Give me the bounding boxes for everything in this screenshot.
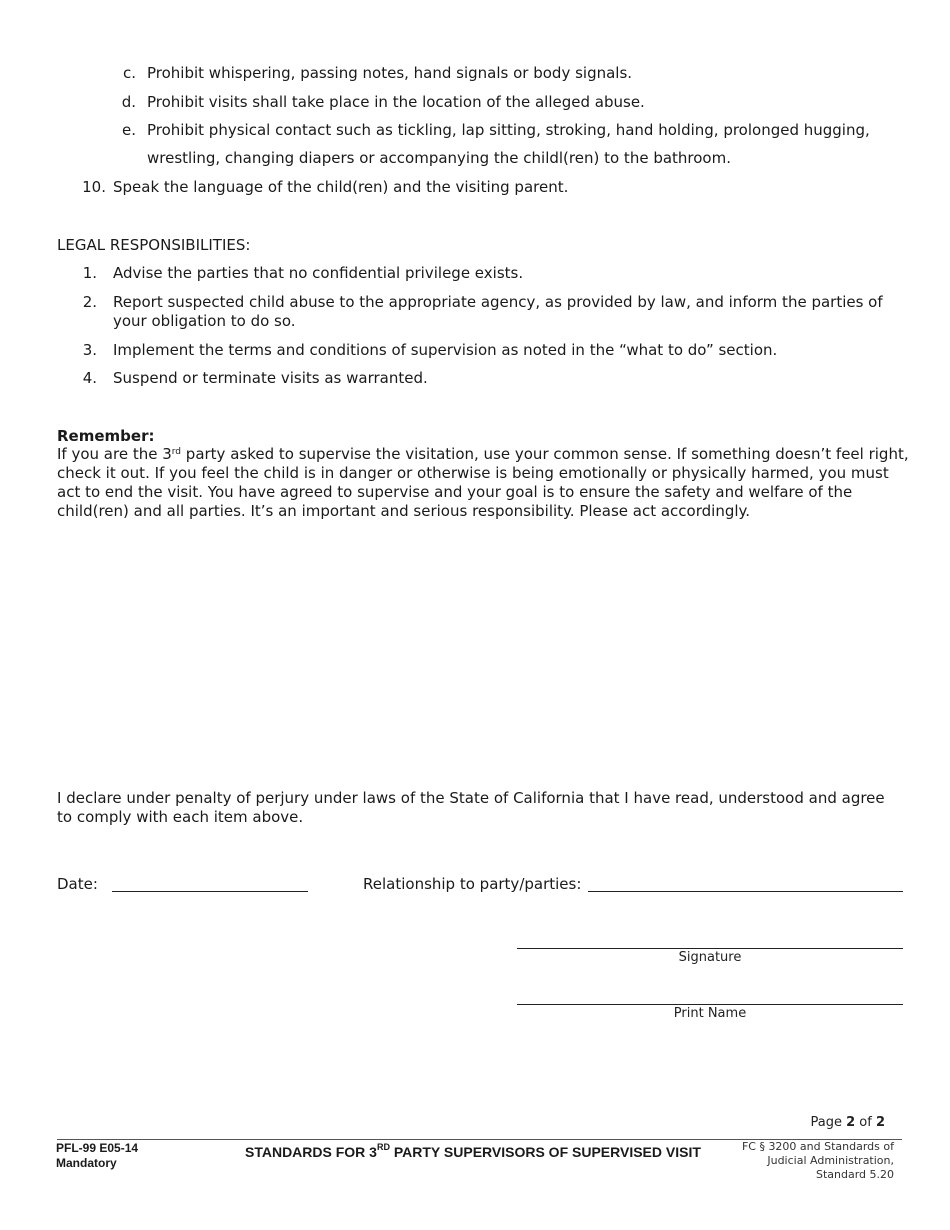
remember-text: party asked to supervise the visitation, use your common sense. If something doesn’t feel right, <box>181 445 909 463</box>
list-text: Report suspected child abuse to the appropriate agency, as provided by law, and inform the parties of <box>113 293 883 311</box>
form-status: Mandatory <box>56 1156 117 1170</box>
section-heading: LEGAL RESPONSIBILITIES: <box>57 236 251 254</box>
list-marker: 4. <box>82 369 97 387</box>
declaration-line: to comply with each item above. <box>57 808 304 826</box>
footer-title <box>245 1144 701 1160</box>
list-text: Prohibit physical contact such as tickling, lap sitting, stroking, hand holding, prolonged hugging, <box>147 121 870 139</box>
list-text: your obligation to do so. <box>113 312 296 330</box>
remember-line: check it out. If you feel the child is in danger or otherwise is being emotionally or physically harmed, you must <box>57 464 889 482</box>
list-text: Suspend or terminate visits as warranted. <box>113 369 428 387</box>
signature-label: Signature <box>678 950 742 965</box>
page-prefix: Page <box>810 1115 847 1130</box>
superscript: RD <box>376 1142 390 1152</box>
list-marker: e. <box>122 121 136 139</box>
page-current: 2 <box>846 1115 856 1130</box>
list-marker: 3. <box>82 341 97 359</box>
remember-line: act to end the visit. You have agreed to supervise and your goal is to ensure the safety and welfare of the <box>57 483 853 501</box>
list-marker: 2. <box>82 293 97 311</box>
date-field[interactable] <box>112 891 308 892</box>
footer-reference-line: Standard 5.20 <box>815 1168 894 1181</box>
page-of: of <box>855 1115 876 1130</box>
remember-heading: Remember: <box>57 427 155 445</box>
remember-text: If you are the 3 <box>57 445 172 463</box>
footer-title-text: PARTY SUPERVISORS OF SUPERVISED VISIT <box>389 1144 701 1160</box>
page-number <box>780 1115 885 1130</box>
declaration-line: I declare under penalty of perjury under laws of the State of California that I have read, understood and agree <box>57 789 885 807</box>
date-label: Date: <box>57 875 98 893</box>
list-text: wrestling, changing diapers or accompanying the childl(ren) to the bathroom. <box>147 149 731 167</box>
list-marker: d. <box>121 93 136 111</box>
relationship-field[interactable] <box>588 891 903 892</box>
list-text: Prohibit whispering, passing notes, hand signals or body signals. <box>147 64 633 82</box>
remember-line: child(ren) and all parties. It’s an important and serious responsibility. Please act accordingly. <box>57 502 751 520</box>
list-marker: c. <box>122 64 136 82</box>
list-text: Prohibit visits shall take place in the location of the alleged abuse. <box>147 93 645 111</box>
footer-reference-line: Judicial Administration, <box>767 1154 894 1167</box>
list-text: Advise the parties that no confidential privilege exists. <box>113 264 524 282</box>
relationship-label: Relationship to party/parties: <box>363 875 582 893</box>
form-id: PFL-99 E05-14 <box>56 1141 139 1155</box>
footer-reference-line: FC § 3200 and Standards of <box>741 1140 894 1153</box>
print-name-label: Print Name <box>673 1006 747 1021</box>
print-name-field[interactable] <box>517 1004 903 1005</box>
footer-reference <box>700 1140 894 1182</box>
remember-line <box>57 444 909 464</box>
signature-field[interactable] <box>517 948 903 949</box>
footer-title-text: STANDARDS FOR 3 <box>245 1144 377 1160</box>
list-text: Speak the language of the child(ren) and the visiting parent. <box>113 178 569 196</box>
list-marker: 10. <box>82 178 106 196</box>
list-marker: 1. <box>82 264 97 282</box>
page-total: 2 <box>875 1115 885 1130</box>
list-text: Implement the terms and conditions of supervision as noted in the “what to do” section. <box>113 341 778 359</box>
superscript: rd <box>171 447 182 457</box>
